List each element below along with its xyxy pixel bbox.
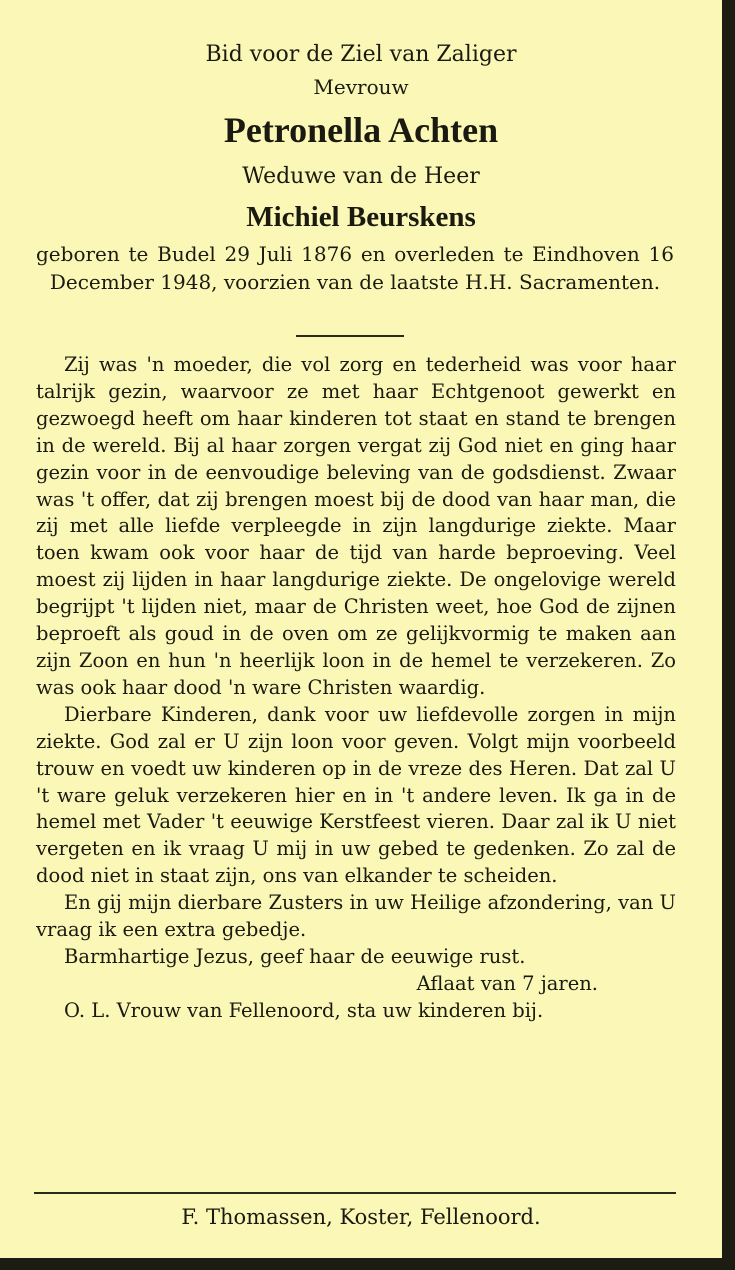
- widow-line: Weduwe van de Heer: [242, 164, 480, 189]
- title-mevrouw: Mevrouw: [313, 75, 409, 99]
- birth-death-text: geboren te Budel 29 Juli 1876 en overleden te Eindhoven 16 December 1948, voorzien van de laatste H.H. Sacramenten.: [36, 242, 674, 294]
- divider-long: [34, 1192, 676, 1194]
- husband-name: Michiel Beurskens: [246, 201, 476, 233]
- paragraph-mother: Zij was 'n moeder, die vol zorg en tederheid was voor haar talrijk gezin, waarvoor ze met haar Echtgenoot gewerkt en gezwoegd heeft om haar kinderen tot staat en stand te brengen in de wereld. Bij al haar zorgen vergat zij God niet en ging haar gezin voor in de eenvoudige beleving van de godsdienst. Zwaar was 't offer, dat zij brengen moest bij de dood van haar man, die zij met alle liefde verpleegde in zijn langdurige ziekte. Maar toen kwam ook voor haar de tijd van harde beproeving. Veel moest zij lijden in haar langdurige ziekte. De ongelovige wereld begrijpt 't lijden niet, maar de Christen weet, hoe God de zijnen beproeft als goud in de oven om ze gelijkvormig te maken aan zijn Zoon en hun 'n heerlijk loon in de hemel te verzekeren. Zo was ook haar dood 'n ware Christen waardig.: [36, 353, 676, 699]
- deceased-name: Petronella Achten: [223, 110, 499, 150]
- divider-short: [296, 335, 404, 337]
- paragraph-children: Dierbare Kinderen, dank voor uw liefdevolle zorgen in mijn ziekte. God zal er U zijn loon voor geven. Volgt mijn voorbeeld trouw en voedt uw kinderen op in de vreze des Heren. Dat zal U 't ware geluk verzekeren hier en in 't andere leven. Ik ga in de hemel met Vader 't eeuwige Kerstfeest vieren. Daar zal ik U niet vergeten en ik vraag U mij in uw gebed te gedenken. Zo zal de dood niet in staat zijn, ons van elkander te scheiden.: [36, 702, 676, 888]
- card-header: [0, 38, 722, 238]
- closing-prayer: O. L. Vrouw van Fellenoord, sta uw kinderen bij.: [64, 998, 544, 1022]
- indulgence-line: Aflaat van 7 jaren.: [416, 971, 598, 995]
- prayer-heading: Bid voor de Ziel van Zaliger: [205, 42, 517, 67]
- printer-footer: F. Thomassen, Koster, Fellenoord.: [181, 1205, 541, 1229]
- scan-edge-right: [722, 0, 735, 1270]
- card-body: [36, 352, 676, 1025]
- scan-edge-bottom: [0, 1258, 735, 1270]
- paragraph-jesus-prayer: Barmhartige Jezus, geef haar de eeuwige rust.: [64, 944, 526, 968]
- paragraph-sisters: En gij mijn dierbare Zusters in uw Heilige afzondering, van U vraag ik een extra gebedje.: [36, 891, 676, 942]
